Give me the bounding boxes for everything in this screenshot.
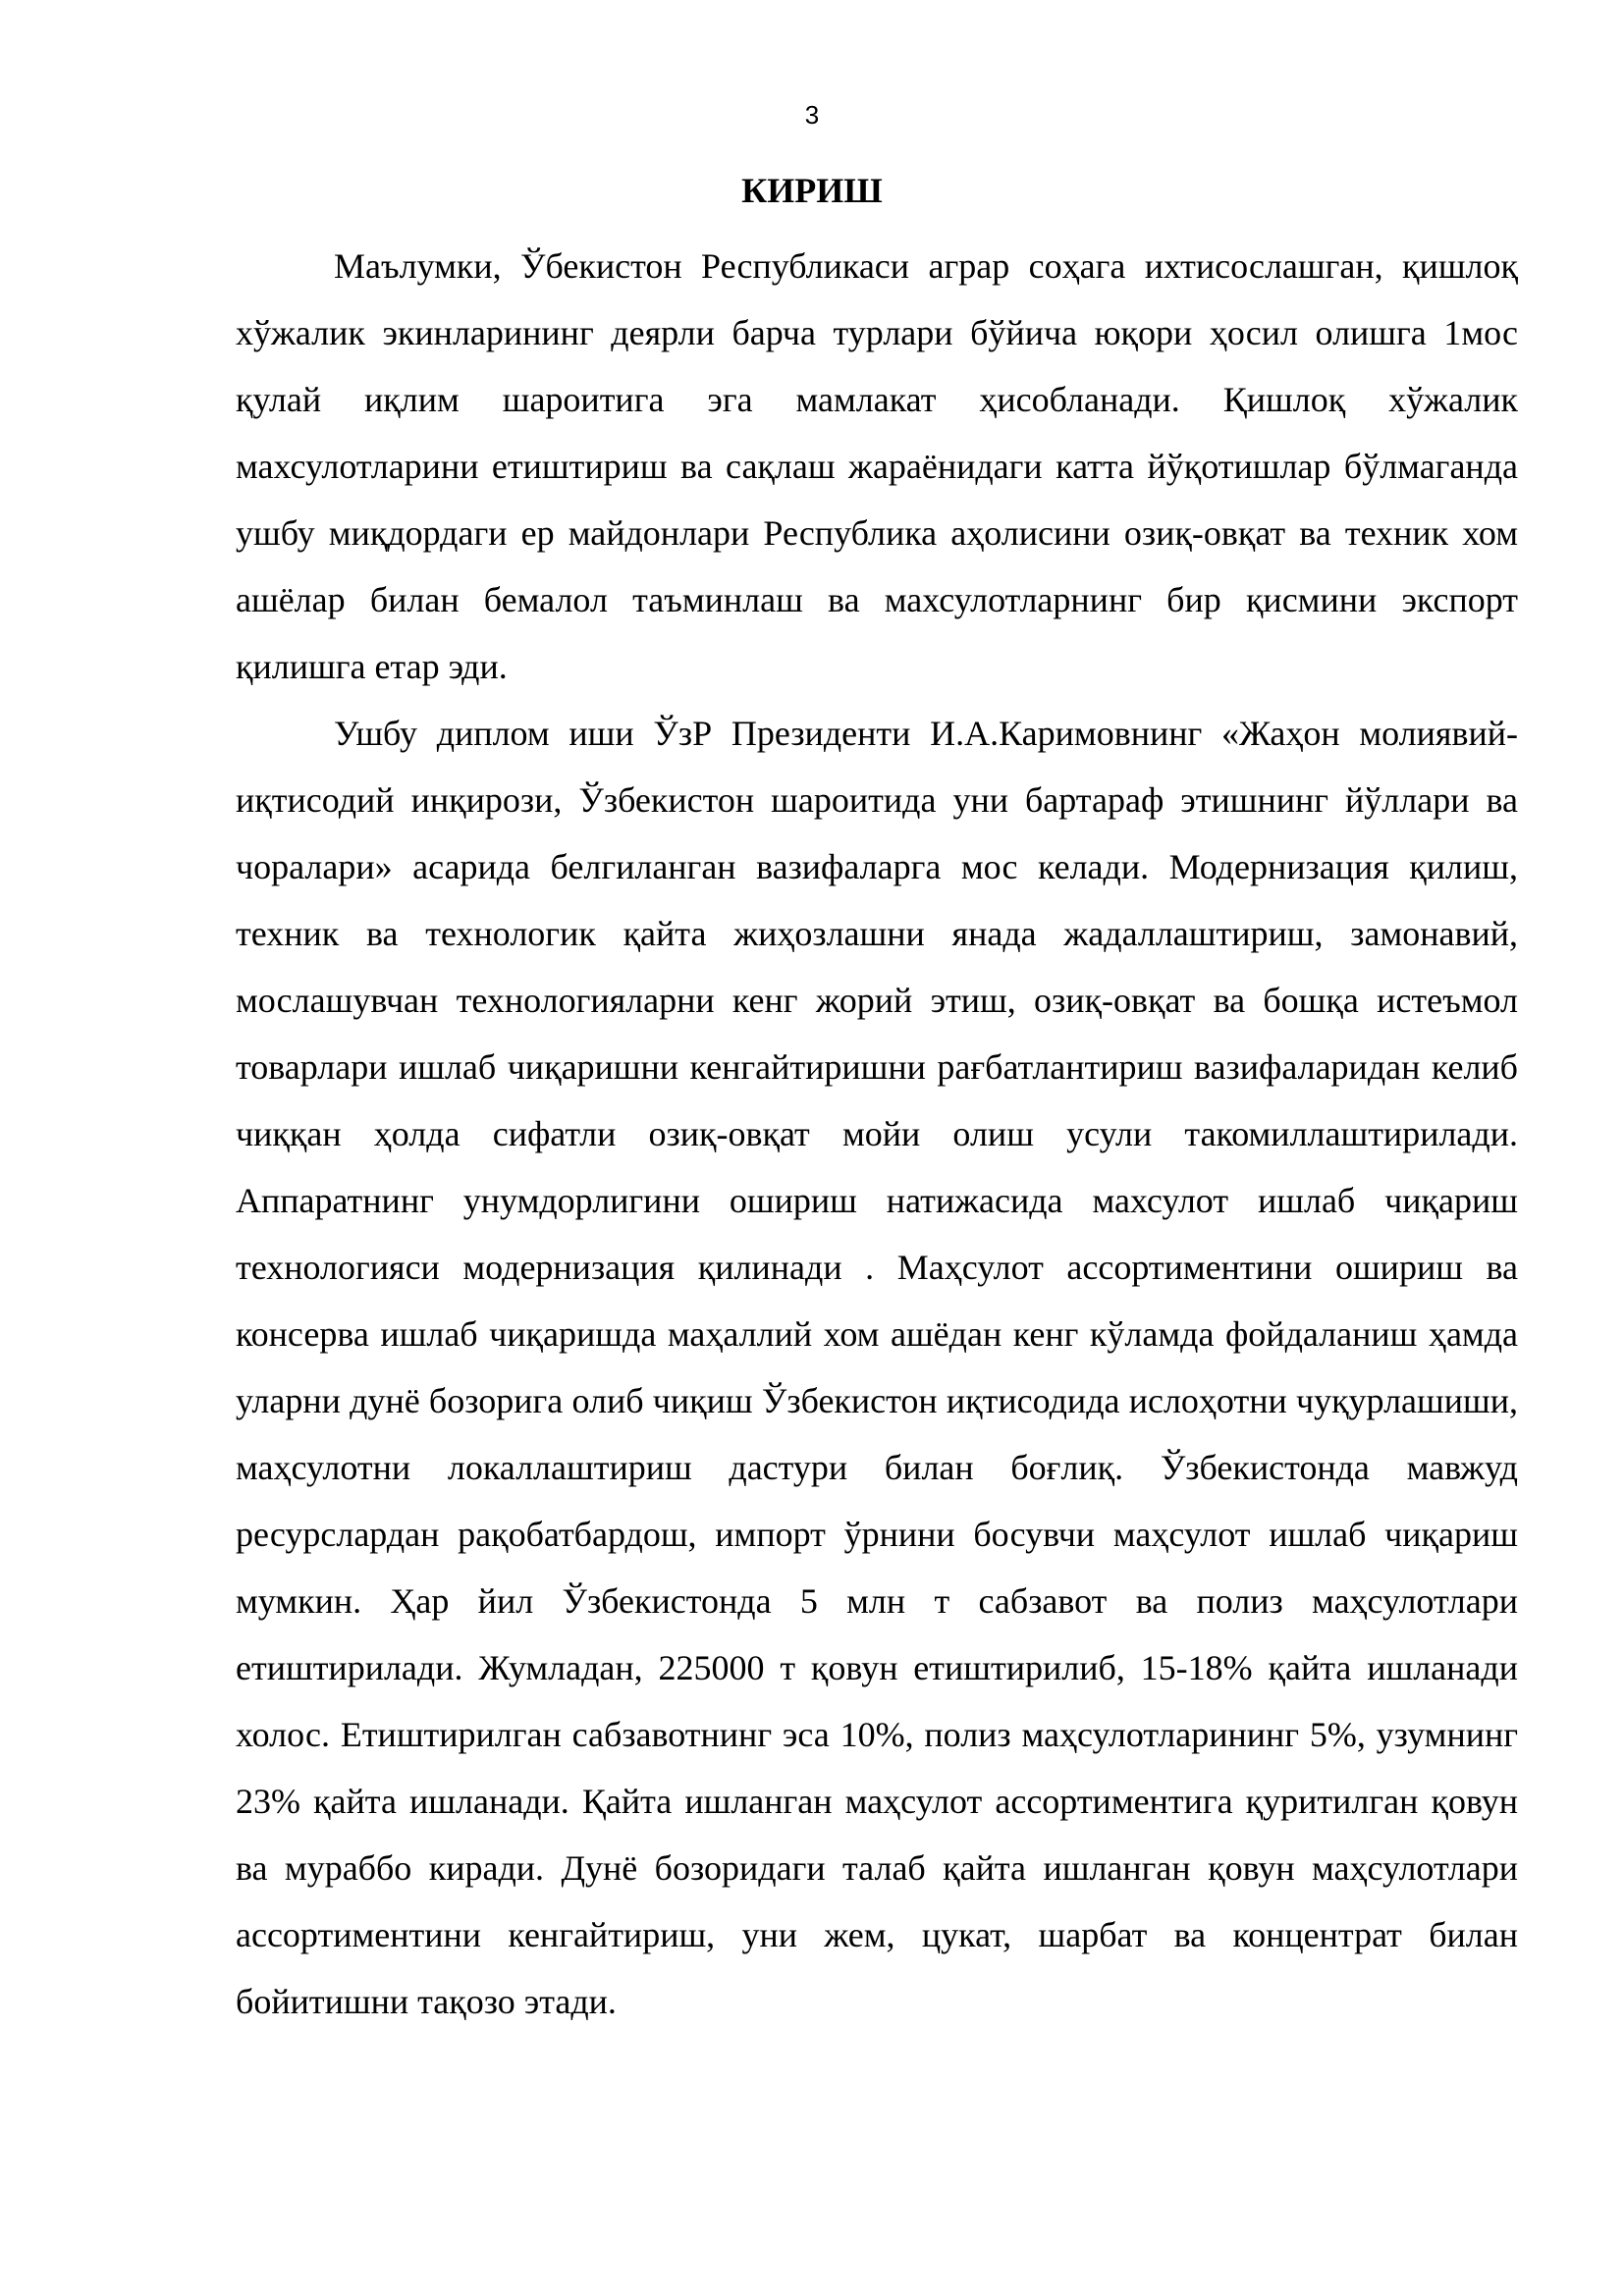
body-text: [236, 233, 1518, 2035]
page-number: 3: [804, 100, 820, 130]
paragraph-1: Маълумки, Ўбекистон Республикаси аграр соҳага ихтисослашган, қишлоқ хўжалик экинларининг деярли барча турлари бўйича юқори ҳосил олишга 1мос қулай иқлим шароитига эга мамлакат ҳисобланади. Қишлоқ хўжалик махсулотларини етиштириш ва сақлаш жараёнидаги катта йўқотишлар бўлмаганда ушбу миқдордаги ер майдонлари Республика аҳолисини озиқ-овқат ва техник хом ашёлар билан бемалол таъминлаш ва махсулотларнинг бир қисмини экспорт қилишга етар эди.: [236, 246, 1518, 686]
paragraph-2: Ушбу диплом иши ЎзР Президенти И.А.Каримовнинг «Жаҳон молиявий-иқтисодий инқирози, Ўзбекистон шароитида уни бартараф этишнинг йўллари ва чоралари» асарида белгиланган вазифаларга мос келади. Модернизация қилиш, техник ва технологик қайта жиҳозлашни янада жадаллаштириш, замонавий, мослашувчан технологияларни кенг жорий этиш, озиқ-овқат ва бошқа истеъмол товарлари ишлаб чиқаришни кенгайтиришни рағбатлантириш вазифаларидан келиб чиққан ҳолда сифатли озиқ-овқат мойи олиш усули такомиллаштирилади. Аппаратнинг унумдорлигини ошириш натижасида махсулот ишлаб чиқариш технологияси модернизация қилинади . Маҳсулот ассортиментини ошириш ва консерва ишлаб чиқаришда маҳаллий хом ашёдан кенг кўламда фойдаланиш ҳамда уларни дунё бозорига олиб чиқиш Ўзбекистон иқтисодида ислоҳотни чуқурлашиши, маҳсулотни локаллаштириш дастури билан боғлиқ. Ўзбекистонда мавжуд ресурслардан рақобатбардош, импорт ўрнини босувчи маҳсулот ишлаб чиқариш мумкин. Ҳар йил Ўзбекистонда 5 млн т сабзавот ва полиз маҳсулотлари етиштирилади. Жумладан, 225000 т қовун етиштирилиб, 15-18% қайта ишланади холос. Етиштирилган сабзавотнинг эса 10%, полиз маҳсулотларининг 5%, узумнинг 23% қайта ишланади. Қайта ишланган маҳсулот ассортиментига қуритилган қовун ва мураббо киради. Дунё бозоридаги талаб қайта ишланган қовун маҳсулотлари ассортиментини кенгайтириш, уни жем, цукат, шарбат ва концентрат билан бойитишни тақозо этади.: [236, 714, 1518, 2021]
section-heading: КИРИШ: [741, 171, 883, 210]
